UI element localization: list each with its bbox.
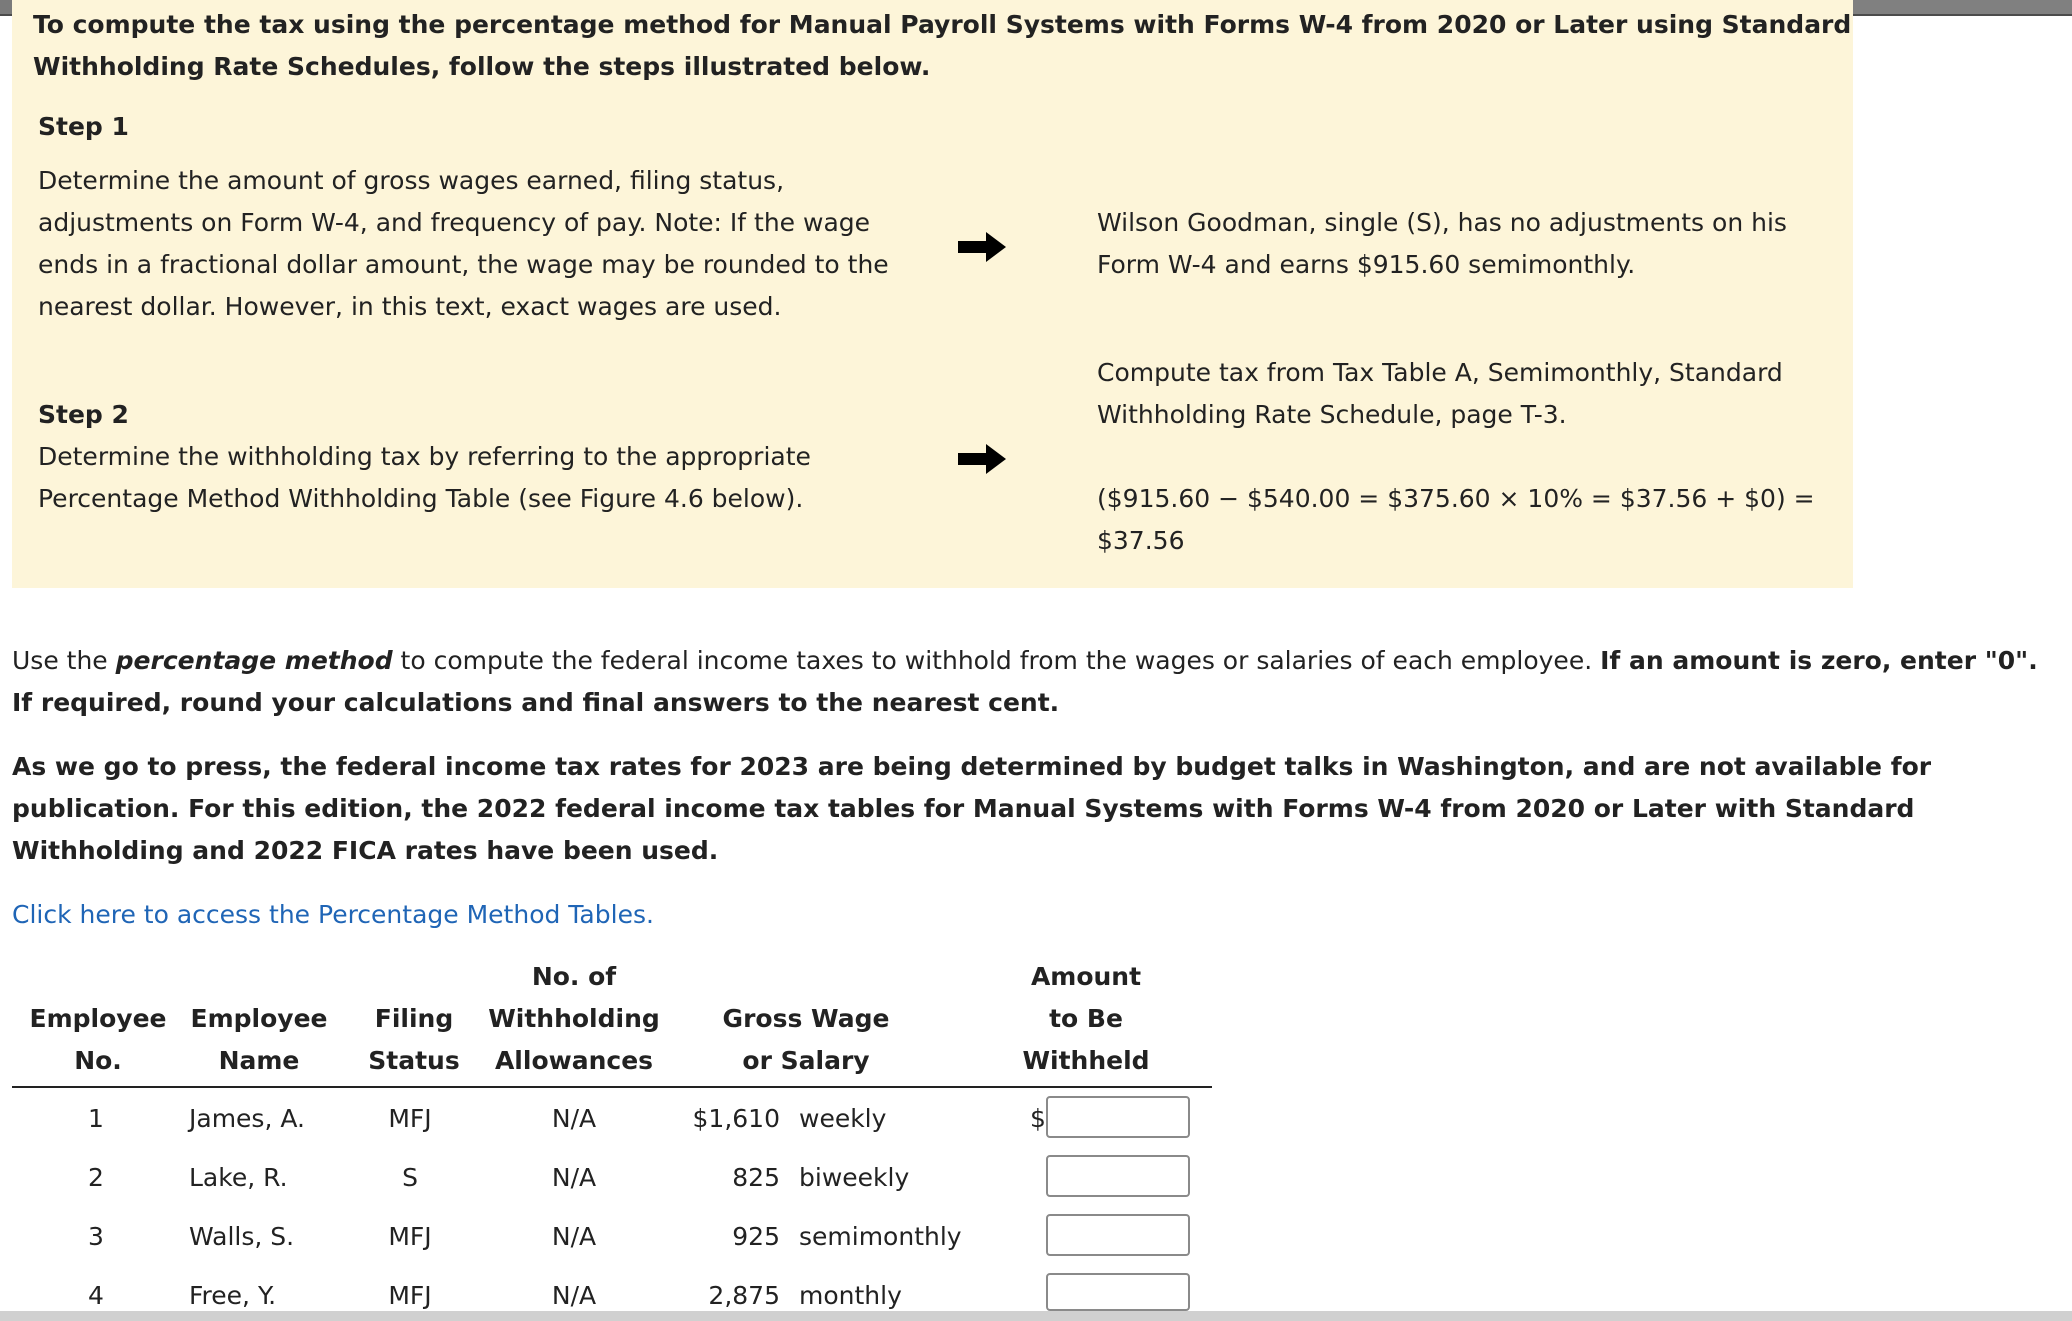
header-amount-withheld bbox=[1010, 956, 1162, 1082]
header-allowances-line-1: No. of bbox=[531, 962, 617, 991]
step2-arrow-icon bbox=[958, 444, 1006, 474]
header-amount-line-3: Withheld bbox=[1022, 1046, 1150, 1075]
row-gross-amount: 825 bbox=[732, 1163, 780, 1192]
row-pay-frequency: monthly bbox=[799, 1281, 902, 1310]
step2-calc-line-2: $37.56 bbox=[1097, 526, 1185, 555]
header-gross-wage-line-2: or Salary bbox=[742, 1046, 870, 1075]
row-filing-status: MFJ bbox=[388, 1104, 432, 1133]
header-employee-no-line-2: No. bbox=[74, 1046, 122, 1075]
header-filing-status-line-2: Status bbox=[368, 1046, 460, 1075]
header-divider bbox=[12, 1086, 1212, 1088]
step1-line-2: adjustments on Form W-4, and frequency of pay. Note: If the wage bbox=[38, 208, 871, 237]
header-employee-name-line-1: Employee bbox=[190, 1004, 328, 1033]
currency-symbol: $ bbox=[1030, 1104, 1046, 1133]
step2-example-line-1: Compute tax from Tax Table A, Semimonthly, Standard bbox=[1097, 358, 1783, 387]
intro-line-1: To compute the tax using the percentage method for Manual Payroll Systems with Forms W-4 from 2020 or Later using Standard bbox=[33, 10, 1852, 39]
row-gross-amount: 925 bbox=[732, 1222, 780, 1251]
header-amount-line-2: to Be bbox=[1049, 1004, 1123, 1033]
step1-line-3: ends in a fractional dollar amount, the wage may be rounded to the bbox=[38, 250, 889, 279]
step2-example-line-2: Withholding Rate Schedule, page T-3. bbox=[1097, 400, 1567, 429]
percentage-tables-link[interactable]: Click here to access the Percentage Method Tables. bbox=[12, 900, 654, 929]
row-filing-status: S bbox=[402, 1163, 418, 1192]
row-filing-status: MFJ bbox=[388, 1222, 432, 1251]
step2-line-2: Percentage Method Withholding Table (see Figure 4.6 below). bbox=[38, 484, 804, 513]
intro-line-2: Withholding Rate Schedules, follow the steps illustrated below. bbox=[33, 52, 931, 81]
row-employee-no: 4 bbox=[88, 1281, 104, 1310]
row-employee-no: 1 bbox=[88, 1104, 104, 1133]
instructions-text-b: to compute the federal income taxes to withhold from the wages or salaries of each employee. bbox=[392, 646, 1601, 675]
row-employee-no: 2 bbox=[88, 1163, 104, 1192]
row-pay-frequency: biweekly bbox=[799, 1163, 910, 1192]
step1-example-line-2: Form W-4 and earns $915.60 semimonthly. bbox=[1097, 250, 1636, 279]
withheld-input-row-1[interactable] bbox=[1046, 1096, 1190, 1138]
instructions-paragraph bbox=[12, 640, 2062, 724]
header-gross-wage bbox=[706, 998, 906, 1082]
step1-arrow-icon bbox=[958, 232, 1006, 262]
header-allowances-line-3: Allowances bbox=[494, 1046, 654, 1075]
press-note: As we go to press, the federal income tax rates for 2023 are being determined by budget talks in Washington, and are not available for publication. For this edition, the 2022 federal income tax tables for Manual Systems with Forms W-4 from 2020 or Later with Standard Withholding and 2022 FICA rates have been used. bbox=[12, 752, 1932, 865]
header-allowances-line-2: Withholding bbox=[488, 1004, 660, 1033]
withheld-input-row-3[interactable] bbox=[1046, 1214, 1190, 1256]
step1-title: Step 1 bbox=[38, 112, 129, 141]
withheld-input-row-2[interactable] bbox=[1046, 1155, 1190, 1197]
instructions-method-term: percentage method bbox=[115, 646, 393, 675]
instructions-rounding-note: If an amount is zero, enter "0". If required, round your calculations and final answers to the nearest cent. bbox=[12, 646, 2038, 717]
row-employee-no: 3 bbox=[88, 1222, 104, 1251]
step1-example-line-1: Wilson Goodman, single (S), has no adjustments on his bbox=[1097, 208, 1787, 237]
row-allowances: N/A bbox=[551, 1222, 597, 1251]
header-amount-line-1: Amount bbox=[1030, 962, 1142, 991]
header-filing-status bbox=[362, 998, 466, 1082]
header-employee-name-line-2: Name bbox=[218, 1046, 300, 1075]
instructions-text-a: Use the bbox=[12, 646, 116, 675]
step2-line-1: Determine the withholding tax by referring to the appropriate bbox=[38, 442, 811, 471]
row-employee-name: James, A. bbox=[189, 1104, 305, 1133]
row-pay-frequency: semimonthly bbox=[799, 1222, 962, 1251]
step1-line-4: nearest dollar. However, in this text, exact wages are used. bbox=[38, 292, 782, 321]
step1-line-1: Determine the amount of gross wages earned, filing status, bbox=[38, 166, 785, 195]
header-withholding-allowances bbox=[482, 956, 666, 1082]
row-gross-amount: $1,610 bbox=[692, 1104, 780, 1133]
row-filing-status: MFJ bbox=[388, 1281, 432, 1310]
row-allowances: N/A bbox=[551, 1281, 597, 1310]
row-employee-name: Free, Y. bbox=[189, 1281, 277, 1310]
header-employee-name bbox=[186, 998, 332, 1082]
row-gross-amount: 2,875 bbox=[708, 1281, 780, 1310]
row-allowances: N/A bbox=[551, 1163, 597, 1192]
header-filing-status-line-1: Filing bbox=[374, 1004, 454, 1033]
example-panel bbox=[12, 0, 1853, 588]
header-employee-no-line-1: Employee bbox=[29, 1004, 167, 1033]
header-employee-no bbox=[20, 998, 176, 1082]
row-employee-name: Lake, R. bbox=[189, 1163, 288, 1192]
row-pay-frequency: weekly bbox=[799, 1104, 887, 1133]
header-gross-wage-line-1: Gross Wage bbox=[722, 1004, 890, 1033]
withheld-input-row-4[interactable] bbox=[1046, 1273, 1190, 1311]
row-employee-name: Walls, S. bbox=[189, 1222, 295, 1251]
bottom-scroll-edge bbox=[0, 1311, 2072, 1321]
row-allowances: N/A bbox=[551, 1104, 597, 1133]
step2-title: Step 2 bbox=[38, 400, 129, 429]
step2-calc-line-1: ($915.60 − $540.00 = $375.60 × 10% = $37.56 + $0) = bbox=[1097, 484, 1815, 513]
